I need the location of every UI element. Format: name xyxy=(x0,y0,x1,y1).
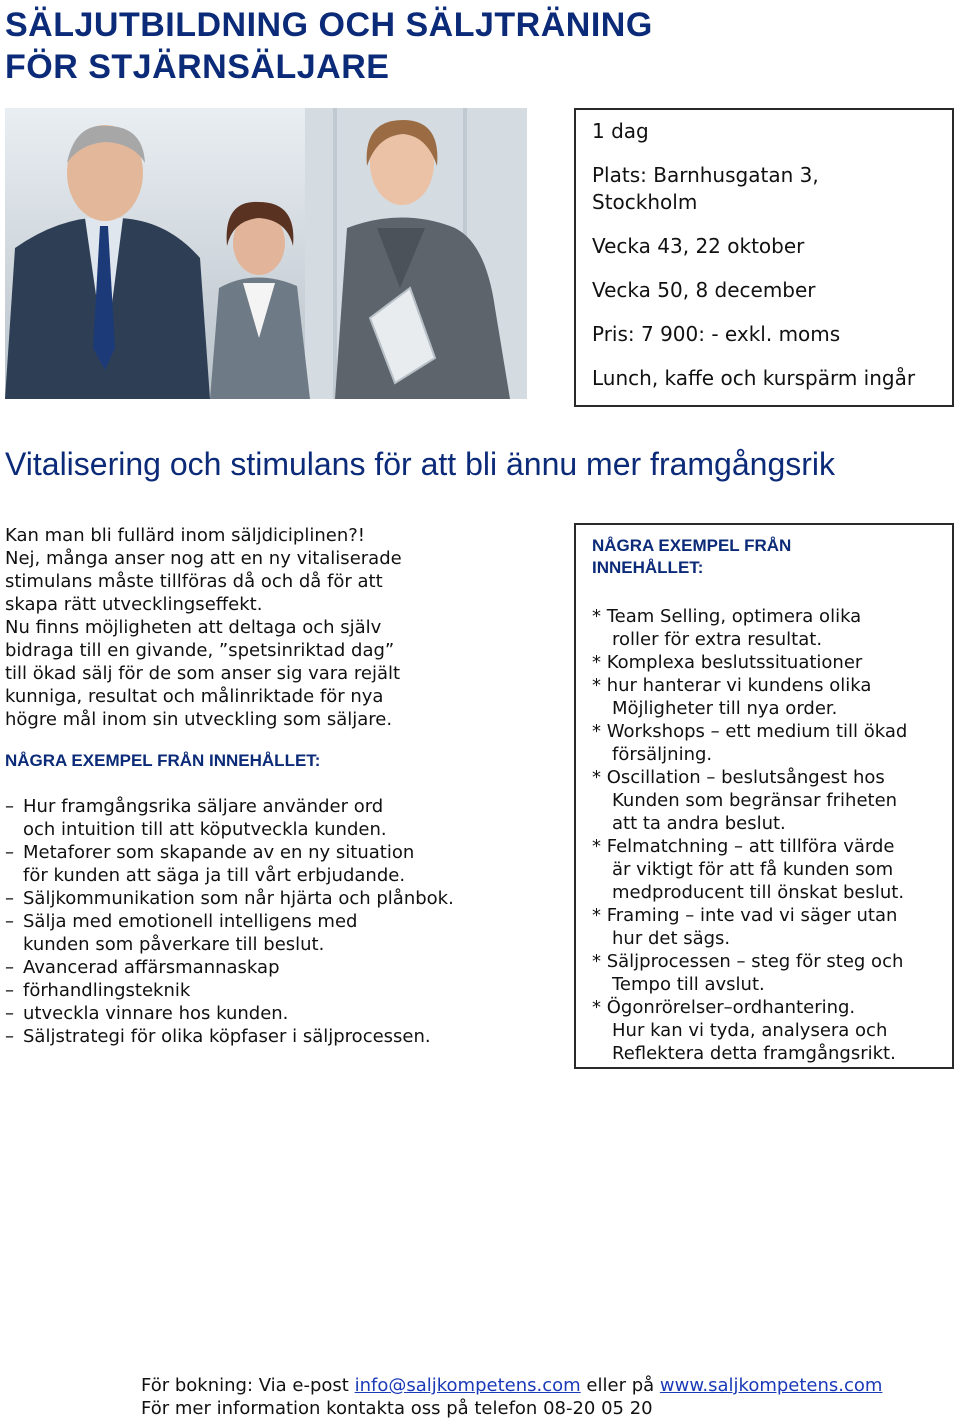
list-item: * Oscillation – beslutsångest hos Kunden som begränsar friheten att ta andra beslut. xyxy=(592,767,898,834)
right-content-list xyxy=(592,605,952,1065)
footer-contact-line: För mer information kontakta oss på telefon 08-20 05 20 xyxy=(141,1398,653,1419)
subtitle: Vitalisering och stimulans för att bli ännu mer framgångsrik xyxy=(5,446,835,482)
footer-middle-text: eller på xyxy=(586,1375,655,1396)
info-date-week-43: Vecka 43, 22 oktober xyxy=(592,234,805,258)
website-link[interactable]: www.saljkompetens.com xyxy=(659,1375,883,1396)
intro-text xyxy=(5,524,565,731)
left-content-list xyxy=(5,795,454,1048)
intro-line: Kan man bli fullärd inom säljdiciplinen?! xyxy=(5,525,365,546)
list-item: * Framing – inte vad vi säger utan hur det sägs. xyxy=(592,905,898,949)
list-item: – utveckla vinnare hos kunden. xyxy=(5,1003,289,1024)
list-item: – Sälja med emotionell intelligens med xyxy=(5,911,358,932)
list-item: – Säljkommunikation som når hjärta och plånbok. xyxy=(5,888,454,909)
page-title xyxy=(5,4,653,88)
hero-photo xyxy=(5,108,527,399)
intro-line: högre mål inom sin utveckling som säljare. xyxy=(5,709,393,730)
info-price: Pris: 7 900: - exkl. moms xyxy=(592,322,841,346)
course-info-box xyxy=(574,108,954,407)
examples-box xyxy=(574,523,954,1069)
footer-booking-prefix: För bokning: Via e-post xyxy=(141,1375,349,1396)
info-duration: 1 dag xyxy=(592,119,649,143)
right-section-heading: NÅGRA EXEMPEL FRÅN INNEHÅLLET: xyxy=(592,536,792,577)
list-item: – Metaforer som skapande av en ny situation xyxy=(5,842,415,863)
list-item: * Felmatchning – att tillföra värde är viktigt för att få kunden som medproducent till önskat beslut. xyxy=(592,836,905,903)
list-item: * Ögonrörelser–ordhantering. Hur kan vi tyda, analysera och Reflektera detta framgångsrikt. xyxy=(592,997,896,1064)
list-item: * hur hanterar vi kundens olika Möjligheter till nya order. xyxy=(592,675,872,719)
list-item: * Komplexa beslutssituationer xyxy=(592,652,863,673)
page-title-line-1: SÄLJUTBILDNING OCH SÄLJTRÄNING xyxy=(5,6,653,44)
intro-line: Nu finns möjligheten att deltaga och själv xyxy=(5,617,382,638)
list-item: * Team Selling, optimera olika roller för extra resultat. xyxy=(592,606,862,650)
list-item: – Hur framgångsrika säljare använder ord xyxy=(5,796,384,817)
info-included: Lunch, kaffe och kurspärm ingår xyxy=(592,366,916,390)
footer xyxy=(141,1374,882,1420)
intro-line: till ökad sälj för de som anser sig vara rejält xyxy=(5,663,401,684)
list-item: – Avancerad affärsmannaskap xyxy=(5,957,280,978)
email-link[interactable]: info@saljkompetens.com xyxy=(354,1375,581,1396)
left-section-heading: NÅGRA EXEMPEL FRÅN INNEHÅLLET: xyxy=(5,751,321,770)
list-item: * Workshops – ett medium till ökad försäljning. xyxy=(592,721,908,765)
list-item: – förhandlingsteknik xyxy=(5,980,191,1001)
list-item-continuation: och intuition till att köputveckla kunden. xyxy=(23,819,387,840)
info-location: Plats: Barnhusgatan 3, Stockholm xyxy=(592,163,819,214)
list-item-continuation: för kunden att säga ja till vårt erbjudande. xyxy=(23,865,406,886)
footer-booking-line xyxy=(141,1374,882,1397)
list-item: * Säljprocessen – steg för steg och Tempo till avslut. xyxy=(592,951,904,995)
list-item: – Säljstrategi för olika köpfaser i säljprocessen. xyxy=(5,1026,431,1047)
page-title-line-2: FÖR STJÄRNSÄLJARE xyxy=(5,48,390,86)
intro-line: skapa rätt utvecklingseffekt. xyxy=(5,594,263,615)
intro-line: kunniga, resultat och målinriktade för nya xyxy=(5,686,384,707)
intro-line: stimulans måste tillföras då och då för att xyxy=(5,571,383,592)
intro-line: bidraga till en givande, ”spetsinriktad dag” xyxy=(5,640,395,661)
list-item-continuation: kunden som påverkare till beslut. xyxy=(23,934,325,955)
intro-line: Nej, många anser nog att en ny vitaliserade xyxy=(5,548,402,569)
info-date-week-50: Vecka 50, 8 december xyxy=(592,278,816,302)
